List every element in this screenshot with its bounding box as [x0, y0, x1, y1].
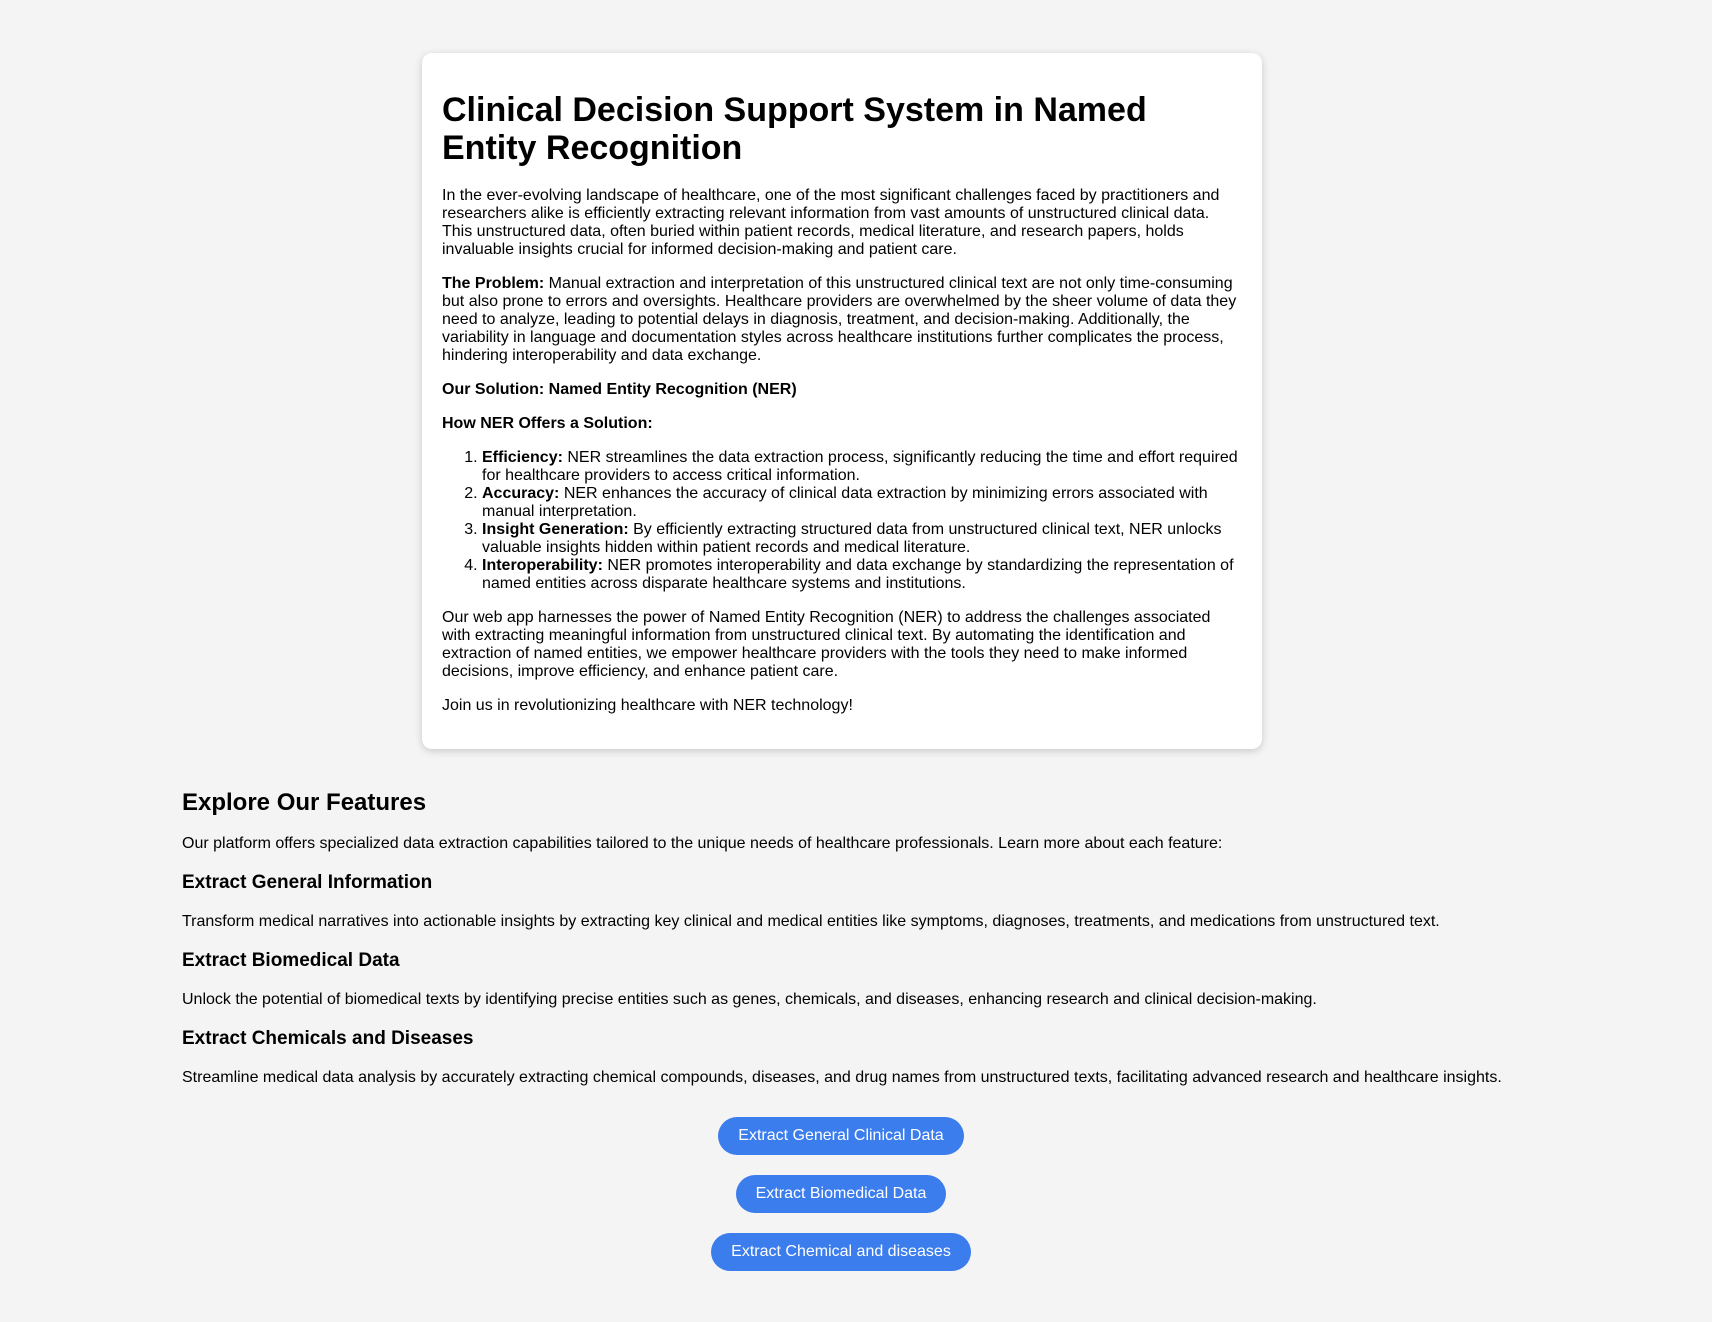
feature-text-general: Transform medical narratives into actionable insights by extracting key clinical and medical entities like symptoms, diagnoses, treatments, and medications from unstructured text.	[182, 913, 1440, 930]
list-item: 3. Insight Generation: By efficiently extracting structured data from unstructured clinical text, NER unlocks valuable insights hidden within patient records and medical literature.	[482, 521, 1238, 557]
action-buttons	[0, 1117, 1682, 1291]
problem-text: Manual extraction and interpretation of this unstructured clinical text are not only time-consuming but also prone to errors and oversights. Healthcare providers are overwhelmed by the sheer volume of data they need to analyze, leading to potential delays in diagnosis, treatment, and decision-making. Additionally, the variability in language and documentation styles across healthcare institutions further complicates the process, hindering interoperability and data exchange.	[442, 275, 1237, 364]
benefits-list	[442, 449, 1238, 593]
extract-biomedical-button[interactable]: Extract Biomedical Data	[736, 1175, 947, 1213]
closing-paragraph: Join us in revolutionizing healthcare with NER technology!	[442, 697, 853, 714]
feature-text-biomedical: Unlock the potential of biomedical texts by identifying precise entities such as genes, chemicals, and diseases, enhancing research and clinical decision-making.	[182, 991, 1317, 1008]
list-item: 1. Efficiency: NER streamlines the data extraction process, significantly reducing the time and effort required for healthcare providers to access critical information.	[482, 449, 1238, 485]
features-section	[182, 788, 1582, 1106]
features-intro: Our platform offers specialized data extraction capabilities tailored to the unique needs of healthcare professionals. Learn more about each feature:	[182, 835, 1223, 852]
list-item: 2. Accuracy: NER enhances the accuracy of clinical data extraction by minimizing errors associated with manual interpretation.	[482, 485, 1238, 521]
how-heading: How NER Offers a Solution:	[442, 415, 653, 432]
feature-title-general: Extract General Information	[182, 872, 433, 893]
problem-label: The Problem:	[442, 275, 545, 292]
feature-title-chemical: Extract Chemicals and Diseases	[182, 1028, 474, 1049]
intro-paragraph: In the ever-evolving landscape of healthcare, one of the most significant challenges faced by practitioners and researchers alike is efficiently extracting relevant information from vast amounts of unstructured clinical data. This unstructured data, often buried within patient records, medical literature, and research papers, holds invaluable insights crucial for informed decision-making and patient care.	[442, 187, 1220, 258]
features-heading: Explore Our Features	[182, 789, 427, 816]
list-item: 4. Interoperability: NER promotes interoperability and data exchange by standardizing the representation of named entities across disparate healthcare systems and institutions.	[482, 557, 1238, 593]
problem-paragraph	[442, 275, 1238, 365]
feature-title-biomedical: Extract Biomedical Data	[182, 950, 400, 971]
extract-chemical-button[interactable]: Extract Chemical and diseases	[711, 1233, 971, 1271]
solution-heading: Our Solution: Named Entity Recognition (NER)	[442, 381, 797, 398]
summary-paragraph: Our web app harnesses the power of Named Entity Recognition (NER) to address the challenges associated with extracting meaningful information from unstructured clinical text. By automating the identification and extraction of named entities, we empower healthcare providers with the tools they need to make informed decisions, improve efficiency, and enhance patient care.	[442, 609, 1211, 680]
feature-text-chemical: Streamline medical data analysis by accurately extracting chemical compounds, diseases, and drug names from unstructured texts, facilitating advanced research and healthcare insights.	[182, 1069, 1502, 1086]
intro-card	[422, 53, 1262, 749]
page-title: Clinical Decision Support System in Named Entity Recognition	[442, 91, 1147, 167]
extract-general-button[interactable]: Extract General Clinical Data	[718, 1117, 963, 1155]
